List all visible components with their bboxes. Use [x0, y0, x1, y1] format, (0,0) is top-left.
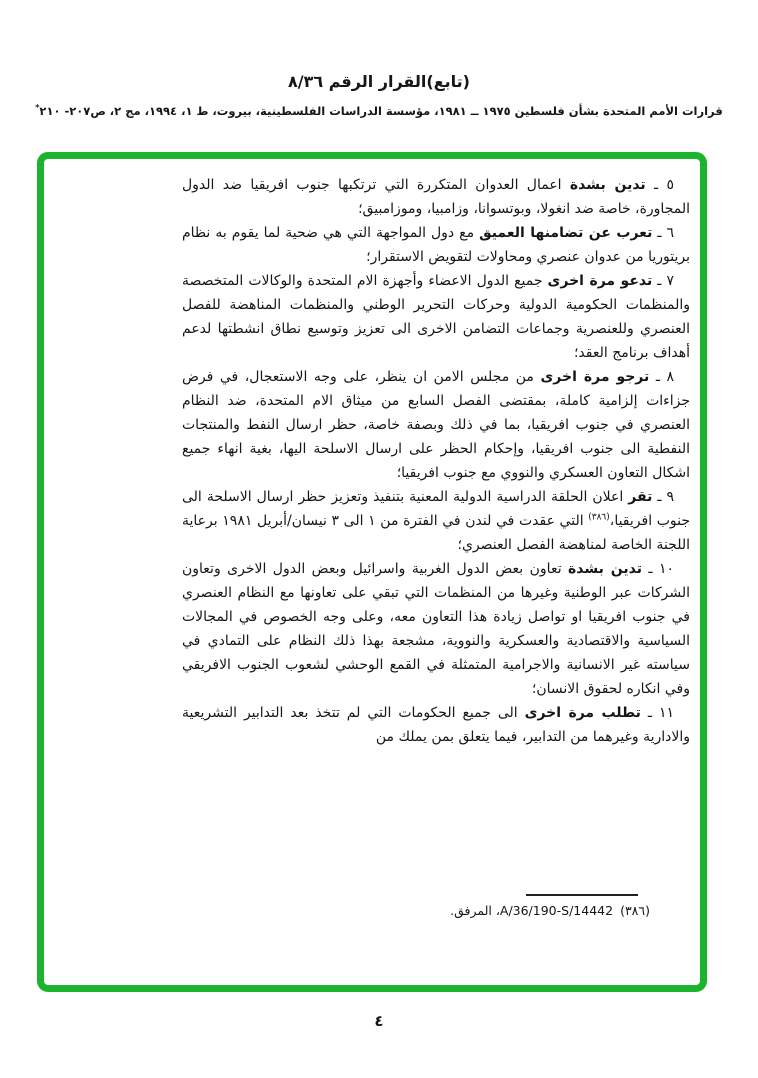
paragraph-text: اعلان الحلقة الدراسية الدولية المعنية بتنفيذ وتعزيز حظر ارسال الاسلحة الى جنوب افريقيا،	[182, 489, 691, 529]
paragraph-lead: تدين بشدة	[568, 561, 642, 577]
footnote-separator-rule	[526, 894, 638, 896]
resolution-text-column	[182, 173, 690, 749]
paragraph-lead: تدعو مرة اخرى	[547, 273, 653, 289]
footnote-ref: (٣٨٦)	[588, 512, 610, 523]
paragraph-text: التي عقدت في لندن في الفترة من ١ الى ٣ نيسان/أبريل ١٩٨١ برعاية اللجنة الخاصة لمناهضة الفصل العنصري؛	[182, 513, 690, 553]
paragraph-number: ١١ ـ	[640, 705, 674, 721]
paragraph-text: تعاون بعض الدول الغربية واسرائيل وبعض الدول الاخرى وتعاون الشركات عبر الوطنية وغيرها من المنظمات التي تبقي على تعاونها مع النظام العنصري في جنوب افريقيا او تواصل زيادة هذا التعاون معه، وعلى وجه الخصوص في المجالات السياسية والاقتصادية والعسكرية والنووية، مشجعة بهذا ذلك النظام على التمادي في سياسته غير الانسانية والاجرامية المتمثلة في القمع الوحشي لشعوب الجنوب الافريقي وفي انكاره لحقوق الانسان؛	[182, 561, 690, 697]
paragraph-text: من مجلس الامن ان ينظر، على وجه الاستعجال، في فرض جزاءات إلزامية كاملة، بمقتضى الفصل السابع من ميثاق الام المتحدة، ضد النظام العنصري في جنوب افريقيا، بما في ذلك وبصفة خاصة، حظر ارسال النفط والمنتجات النفطية الى جنوب افريقيا، وإحكام الحظر على ارسال الاسلحة اليها، بغية انهاء جميع اشكال التعاون العسكري والنووي مع جنوب افريقيا؛	[182, 369, 690, 481]
paragraph-text: مع دول المواجهة التي هي ضحية لما يقوم به نظام بريتوريا من عدوان عنصري ومحاولات لتقويض الاستقرار؛	[182, 225, 690, 265]
paragraph-number: ٧ ـ	[652, 273, 674, 289]
document-title: (تابع)القرار الرقم ٨/٣٦	[288, 72, 470, 91]
green-highlight-box	[37, 152, 707, 992]
footnote-text: A/36/190-S/14442، المرفق.	[450, 903, 614, 918]
paragraph-number: ١٠ ـ	[641, 561, 674, 577]
paragraph	[182, 701, 690, 749]
paragraph-lead: تطلب مرة اخرى	[524, 705, 641, 721]
paragraph-lead: تدين بشدة	[569, 177, 646, 193]
paragraphs	[182, 173, 690, 749]
paragraph-number: ٨ ـ	[649, 369, 674, 385]
paragraph	[182, 485, 690, 557]
page-number: ٤	[374, 1012, 384, 1030]
paragraph-lead: ترجو مرة اخرى	[540, 369, 650, 385]
paragraph-lead: تقر	[628, 489, 653, 505]
paragraph-text: الى جميع الحكومات التي لم تتخذ بعد التدابير التشريعية والادارية وغيرهما من التدابير، فيما يتعلق بمن يملك من	[182, 705, 690, 745]
paragraph	[182, 365, 690, 485]
paragraph	[182, 269, 690, 365]
source-note-mark: *	[35, 103, 40, 112]
paragraph-text: جميع الدول الاعضاء وأجهزة الام المتحدة والوكالات المتخصصة والمنظمات الحكومية الدولية وحركات التحرير الوطني والمنظمات المناهضة للفصل العنصري وللعنصرية وجماعات التضامن الاخرى الى تعزيز وتوسيع نطاق انشطتها لدعم أهداف برنامج العقد؛	[182, 273, 690, 361]
footnote-block	[182, 894, 690, 920]
paragraph-text: اعمال العدوان المتكررة التي ترتكبها جنوب افريقيا ضد الدول المجاورة، خاصة ضد انغولا، وبوتسوانا، وزامبيا، وموزامبيق؛	[182, 177, 690, 217]
paragraph	[182, 221, 690, 269]
paragraph-number: ٩ ـ	[652, 489, 674, 505]
source-citation-text: قرارات الأمم المتحدة بشأن فلسطين ١٩٧٥ ــ ١٩٨١، مؤسسة الدراسات الفلسطينية، بيروت، ط ١، ١٩٩٤، مج ٢، ص٢٠٧- ٢١٠	[39, 103, 723, 118]
footnote-marker: (٣٨٦)	[620, 903, 650, 918]
paragraph	[182, 557, 690, 701]
source-citation-line	[32, 103, 726, 118]
paragraph-number: ٦ ـ	[652, 225, 674, 241]
paragraph-lead: تعرب عن تضامنها العميق	[479, 225, 653, 241]
paragraph	[182, 173, 690, 221]
footnote	[182, 902, 650, 920]
paragraph-number: ٥ ـ	[645, 177, 674, 193]
